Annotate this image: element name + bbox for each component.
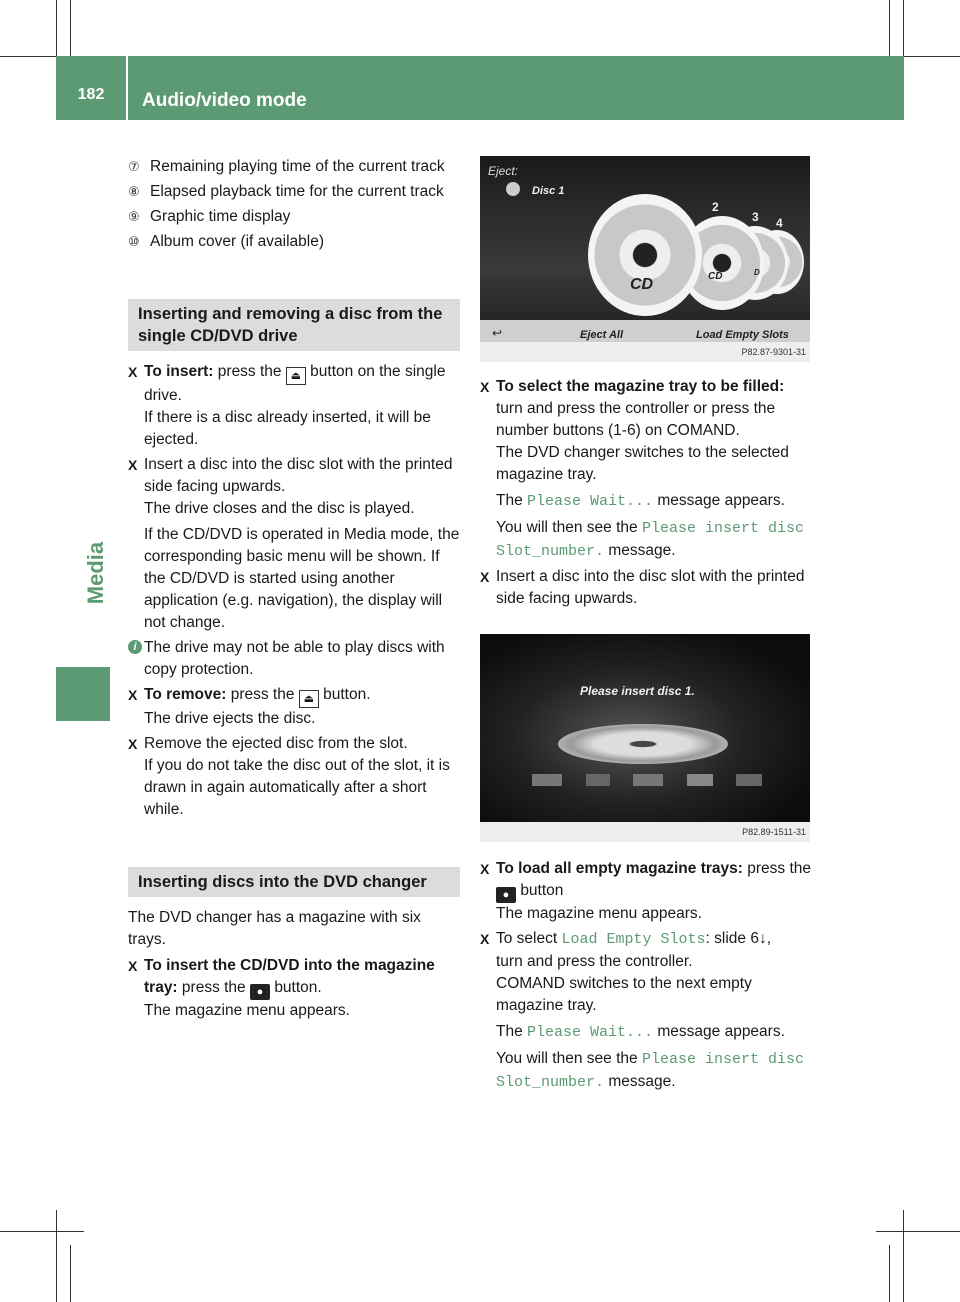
instruction-step: X To insert: press the ⏏ button on the single drive. If there is a disc already inserted, it will be ejected. (128, 363, 446, 448)
eject-all-button: Eject All (580, 329, 623, 341)
list-item: ⑦ Remaining playing time of the current track (128, 158, 445, 175)
step-arrow-icon: X (128, 364, 138, 380)
step-arrow-icon: X (480, 931, 490, 947)
disc-number: 3 (752, 210, 759, 224)
insert-disc-screen-image (480, 634, 810, 842)
media-button-icon: ● (250, 984, 270, 1000)
disc-number: 2 (712, 200, 719, 214)
side-tab-label: Media (83, 541, 108, 605)
load-empty-slots-button: Load Empty Slots (696, 329, 789, 341)
disc-image (558, 724, 728, 764)
info-note: i The drive may not be able to play discs with copy protection. (128, 637, 460, 681)
step-arrow-icon: X (128, 687, 138, 703)
disc-image (588, 194, 702, 316)
crop-mark (0, 1231, 84, 1232)
back-icon: ↩ (492, 326, 503, 340)
crop-mark (70, 0, 71, 56)
eject-label: Eject: (488, 164, 519, 178)
image-caption: P82.89-1511-31 (480, 822, 810, 842)
instruction-step: X To remove: press the ⏏ button. The drive ejects the disc. (128, 686, 371, 727)
crop-mark (889, 0, 890, 56)
section-heading: Inserting discs into the DVD changer (128, 867, 460, 897)
instruction-step: X Insert a disc into the disc slot with the printed side facing upwards. The drive closes and the disc is played. If the CD/DVD is operated in Media mode, the corresponding basic menu will be shown. If the CD/DVD is started using another application (e.g. navigation), the display will not change. (128, 456, 460, 631)
image-caption: P82.87-9301-31 (480, 342, 810, 362)
instruction-step: X To select the magazine tray to be filled: turn and press the controller or press the number buttons (1-6) on COMAND. The DVD changer switches to the selected magazine tray. The Please Wait... message appears. You will then see the Please insert disc Slot_number. message. (480, 378, 804, 560)
instruction-step: X To load all empty magazine trays: press the ● button The magazine menu appears. (480, 860, 811, 922)
section-intro: The DVD changer has a magazine with six trays. (128, 909, 421, 948)
instruction-step: X Remove the ejected disc from the slot. If you do not take the disc out of the slot, it is drawn in again automatically after a short while. (128, 735, 450, 818)
page-title: Audio/video mode (142, 90, 307, 111)
step-arrow-icon: X (480, 379, 490, 395)
crop-mark (56, 1210, 57, 1302)
instruction-step: X To select Load Empty Slots: slide 6↓, turn and press the controller. COMAND switches to the next empty magazine tray. The Please Wait... message appears. You will then see the Please insert disc Slot_number. message. (480, 930, 804, 1091)
step-arrow-icon: X (128, 736, 138, 752)
step-arrow-icon: X (128, 958, 138, 974)
eject-icon: ⏏ (299, 690, 319, 708)
side-tab-block (56, 667, 110, 721)
eject-icon: ⏏ (286, 367, 306, 385)
left-column (128, 156, 460, 1025)
header-divider (126, 56, 128, 120)
disc1-label: Disc 1 (532, 185, 565, 197)
step-arrow-icon: X (480, 861, 490, 877)
side-tab (84, 500, 114, 650)
eject-screen-image: Eject: Disc 1 2 3 4 CD CD D ↩ Eject All Load Empty Slots P82.87-9301-31 (480, 156, 810, 362)
list-item: ⑩ Album cover (if available) (128, 233, 325, 250)
instruction-step: X To insert the CD/DVD into the magazine tray: press the ● button. The magazine menu appears. (128, 957, 435, 1019)
format-logos (532, 774, 762, 788)
list-item: ⑧ Elapsed playback time for the current track (128, 183, 444, 200)
crop-mark (876, 1231, 960, 1232)
instruction-step: X Insert a disc into the disc slot with the printed side facing upwards. (480, 568, 805, 607)
disc-number: 4 (776, 216, 783, 230)
section-heading: Inserting and removing a disc from the single CD/DVD drive (128, 299, 460, 351)
controller-slide-icon: 6↓ (750, 930, 767, 947)
crop-mark (889, 1245, 890, 1302)
crop-mark (70, 1245, 71, 1302)
info-icon: i (128, 640, 142, 654)
media-button-icon: ● (496, 887, 516, 903)
list-item: ⑨ Graphic time display (128, 208, 291, 225)
step-arrow-icon: X (480, 569, 490, 585)
crop-mark (903, 1210, 904, 1302)
right-column (480, 156, 812, 1097)
disc-icon (506, 182, 520, 196)
insert-disc-prompt: Please insert disc 1. (580, 684, 695, 698)
page-number: 182 (77, 86, 105, 103)
step-arrow-icon: X (128, 457, 138, 473)
